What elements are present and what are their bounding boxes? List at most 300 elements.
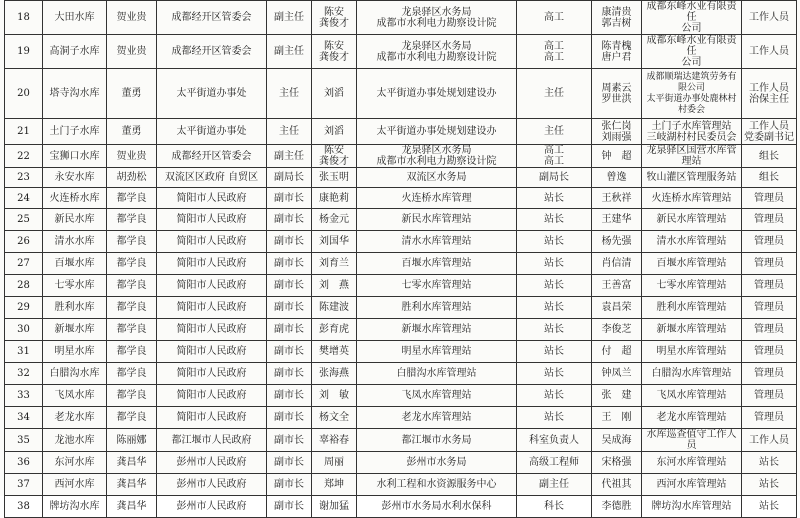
- government-cell: 简阳市人民政府: [157, 209, 267, 231]
- patrol-unit-line: 限公司: [677, 82, 705, 93]
- tech-person-cell: [312, 1, 357, 35]
- tech-dept-line: 胜利水库管理站: [401, 302, 472, 313]
- patrol-unit-cell: [642, 452, 742, 474]
- tech-dept-line: 水利工程和水资源服务中心: [376, 479, 497, 490]
- tech-dept-line: 太平街道办事处规划建设办: [376, 126, 497, 137]
- tech-person-line: 陈安: [324, 6, 344, 18]
- tech-title-line: 站长: [544, 236, 564, 247]
- patrol-person-cell: [592, 275, 642, 297]
- patrol-title-line: 管理员: [754, 258, 784, 269]
- tech-person-line: 刘滔: [324, 88, 344, 99]
- patrol-unit-line: 新民水库管理站: [656, 214, 727, 225]
- admin-head-cell: 龚昌华: [107, 452, 157, 474]
- reservoir-name-cell: 牌坊沟水库: [43, 496, 107, 518]
- tech-dept-line: 火连桥水库管理: [401, 192, 472, 204]
- tech-title-line: 高工: [544, 156, 564, 167]
- patrol-unit-line: 老龙水库管理站: [656, 412, 727, 423]
- patrol-unit-line: 牌坊沟水库管理站: [651, 501, 732, 512]
- admin-head-cell: 都学良: [107, 385, 157, 407]
- patrol-unit-cell: [642, 496, 742, 518]
- patrol-title-line: 管理员: [754, 214, 784, 225]
- tech-title-line: 科室负责人: [529, 434, 579, 446]
- gov-title-cell: 副市长: [267, 188, 312, 209]
- admin-head-cell: 龚昌华: [107, 496, 157, 518]
- tech-title-line: 高工: [544, 12, 564, 23]
- reservoir-responsibility-table: [4, 0, 797, 518]
- government-cell: 彭州市人民政府: [157, 496, 267, 518]
- reservoir-name-cell: 宝狮口水库: [43, 145, 107, 168]
- tech-person-line: 辜裕春: [319, 434, 349, 446]
- table-row: [5, 363, 797, 385]
- gov-title-cell: 副市长: [267, 297, 312, 319]
- patrol-unit-cell: [642, 297, 742, 319]
- tech-dept-cell: [357, 275, 517, 297]
- patrol-person-line: 李俊芝: [601, 324, 632, 335]
- admin-head-cell: 董勇: [107, 119, 157, 145]
- table-row: [5, 341, 797, 363]
- tech-title-line: 高级工程师: [529, 457, 579, 468]
- patrol-unit-line: 牧山灌区管理服务站: [646, 172, 737, 183]
- gov-title-cell: 副局长: [267, 168, 312, 188]
- reservoir-name-cell: 飞凤水库: [43, 385, 107, 407]
- tech-dept-line: 百堰水库管理站: [401, 258, 472, 269]
- government-cell: 简阳市人民政府: [157, 407, 267, 429]
- tech-title-cell: [517, 188, 592, 209]
- patrol-title-line: 管理员: [754, 302, 784, 313]
- tech-title-line: 站长: [544, 368, 564, 379]
- patrol-person-cell: [592, 319, 642, 341]
- patrol-unit-line: 西河水库管理站: [656, 479, 727, 490]
- tech-person-cell: [312, 35, 357, 69]
- patrol-title-cell: [742, 319, 797, 341]
- tech-dept-line: 都江堰市水务局: [401, 434, 472, 446]
- table-row: [5, 474, 797, 496]
- tech-person-line: 彭育虎: [319, 324, 349, 335]
- tech-dept-line: 新民水库管理站: [401, 214, 472, 225]
- tech-title-line: 站长: [544, 192, 564, 204]
- admin-head-cell: 胡劲松: [107, 168, 157, 188]
- gov-title-cell: 副市长: [267, 275, 312, 297]
- patrol-title-line: 工作人员: [749, 434, 789, 446]
- patrol-person-cell: [592, 407, 642, 429]
- reservoir-name-cell: 胜利水库: [43, 297, 107, 319]
- no-cell: 36: [5, 452, 43, 474]
- tech-title-line: 站长: [544, 302, 564, 313]
- reservoir-name-cell: 东河水库: [43, 452, 107, 474]
- patrol-person-cell: [592, 297, 642, 319]
- patrol-unit-cell: [642, 1, 742, 35]
- patrol-title-line: 工作人员: [749, 46, 789, 57]
- tech-dept-cell: [357, 407, 517, 429]
- tech-person-line: 刘 敏: [319, 390, 349, 401]
- admin-head-cell: 都学良: [107, 253, 157, 275]
- tech-person-line: 陈安: [324, 40, 344, 52]
- table-row: [5, 253, 797, 275]
- gov-title-cell: 副市长: [267, 429, 312, 452]
- tech-dept-cell: [357, 231, 517, 253]
- tech-title-line: 主任: [544, 126, 564, 137]
- patrol-title-line: 管理员: [754, 390, 784, 401]
- reservoir-name-cell: 西河水库: [43, 474, 107, 496]
- patrol-unit-line: 飞凤水库管理站: [656, 390, 727, 401]
- reservoir-name-cell: 七零水库: [43, 275, 107, 297]
- patrol-title-cell: [742, 452, 797, 474]
- tech-dept-line: 成都市水利电力勘察设计院: [376, 17, 497, 29]
- patrol-person-line: 吴成海: [601, 434, 632, 446]
- tech-dept-line: 老龙水库管理站: [401, 412, 472, 423]
- tech-person-line: 刘 燕: [319, 280, 349, 291]
- patrol-title-line: 管理员: [754, 368, 784, 379]
- tech-dept-cell: [357, 496, 517, 518]
- patrol-title-line: 管理员: [754, 412, 784, 423]
- patrol-unit-cell: [642, 341, 742, 363]
- tech-person-cell: [312, 297, 357, 319]
- table-row: [5, 35, 797, 69]
- table-row: [5, 119, 797, 145]
- tech-title-cell: [517, 275, 592, 297]
- patrol-title-cell: [742, 474, 797, 496]
- tech-dept-cell: [357, 341, 517, 363]
- patrol-person-cell: [592, 496, 642, 518]
- patrol-person-line: 郭吉树: [601, 17, 632, 29]
- patrol-person-cell: [592, 145, 642, 168]
- no-cell: 33: [5, 385, 43, 407]
- tech-dept-cell: [357, 253, 517, 275]
- tech-dept-line: 清水水库管理站: [401, 236, 472, 247]
- government-cell: 简阳市人民政府: [157, 319, 267, 341]
- patrol-unit-line: 白腊沟水库管理站: [651, 368, 732, 379]
- tech-person-line: 刘滔: [324, 126, 344, 137]
- admin-head-cell: 陈丽娜: [107, 429, 157, 452]
- tech-person-cell: [312, 275, 357, 297]
- tech-dept-line: 明星水库管理站: [401, 346, 472, 357]
- patrol-person-line: 刘雨强: [601, 131, 632, 143]
- tech-title-cell: [517, 1, 592, 35]
- tech-person-line: 刘国华: [319, 236, 349, 247]
- tech-dept-line: 白腊沟水库管理站: [396, 368, 477, 379]
- gov-title-cell: 副主任: [267, 1, 312, 35]
- no-cell: 35: [5, 429, 43, 452]
- table-row: [5, 319, 797, 341]
- tech-title-line: 科长: [544, 501, 564, 512]
- reservoir-name-cell: 大田水库: [43, 1, 107, 35]
- patrol-unit-line: 龙泉驿区国营水库管理站: [646, 145, 737, 167]
- patrol-unit-cell: [642, 407, 742, 429]
- gov-title-cell: 副市长: [267, 496, 312, 518]
- patrol-title-line: 管理员: [754, 346, 784, 357]
- patrol-unit-line: 胜利水库管理站: [656, 302, 727, 313]
- patrol-person-line: 李德胜: [601, 501, 632, 512]
- patrol-person-line: 代祖其: [601, 479, 632, 490]
- patrol-person-cell: [592, 168, 642, 188]
- tech-dept-line: 龙泉驿区水务局: [401, 6, 472, 18]
- patrol-unit-line: 新堰水库管理站: [656, 324, 727, 335]
- admin-head-cell: 贺业贵: [107, 145, 157, 168]
- tech-title-line: 高工: [544, 51, 564, 63]
- patrol-unit-cell: [642, 145, 742, 168]
- patrol-person-cell: [592, 363, 642, 385]
- no-cell: 34: [5, 407, 43, 429]
- patrol-title-cell: [742, 231, 797, 253]
- tech-person-line: 樊增英: [319, 346, 349, 357]
- no-cell: 22: [5, 145, 43, 168]
- government-cell: 太平街道办事处: [157, 69, 267, 119]
- tech-title-cell: [517, 407, 592, 429]
- gov-title-cell: 副市长: [267, 385, 312, 407]
- tech-dept-line: 七零水库管理站: [401, 280, 472, 291]
- gov-title-cell: 副主任: [267, 35, 312, 69]
- no-cell: 38: [5, 496, 43, 518]
- patrol-unit-cell: [642, 119, 742, 145]
- patrol-person-cell: [592, 69, 642, 119]
- no-cell: 28: [5, 275, 43, 297]
- table-row: [5, 1, 797, 35]
- tech-person-cell: [312, 429, 357, 452]
- tech-dept-cell: [357, 209, 517, 231]
- gov-title-cell: 副市长: [267, 209, 312, 231]
- tech-person-cell: [312, 474, 357, 496]
- tech-title-line: 高工: [544, 145, 564, 156]
- tech-dept-line: 双流区水务局: [406, 172, 467, 183]
- admin-head-cell: 都学良: [107, 209, 157, 231]
- tech-title-line: 站长: [544, 214, 564, 225]
- patrol-unit-line: 明星水库管理站: [656, 346, 727, 357]
- government-cell: 简阳市人民政府: [157, 363, 267, 385]
- patrol-person-line: 肖信清: [601, 258, 632, 269]
- government-cell: 双流区区政府 自贸区: [157, 168, 267, 188]
- tech-person-cell: [312, 407, 357, 429]
- patrol-person-line: 宋格强: [601, 457, 632, 468]
- table-row: [5, 209, 797, 231]
- patrol-person-cell: [592, 253, 642, 275]
- no-cell: 37: [5, 474, 43, 496]
- tech-person-cell: [312, 319, 357, 341]
- patrol-title-cell: [742, 407, 797, 429]
- admin-head-cell: 都学良: [107, 363, 157, 385]
- gov-title-cell: 副市长: [267, 474, 312, 496]
- patrol-title-cell: [742, 275, 797, 297]
- patrol-title-cell: [742, 119, 797, 145]
- patrol-unit-line: 村委会: [677, 104, 705, 115]
- patrol-person-line: 王 刚: [601, 412, 632, 423]
- tech-dept-cell: [357, 145, 517, 168]
- reservoir-name-cell: 火连桥水库: [43, 188, 107, 209]
- table-row: [5, 168, 797, 188]
- tech-person-cell: [312, 231, 357, 253]
- patrol-person-cell: [592, 35, 642, 69]
- tech-person-cell: [312, 119, 357, 145]
- patrol-person-line: 付 超: [601, 346, 632, 357]
- patrol-title-line: 管理员: [754, 236, 784, 247]
- tech-title-cell: [517, 341, 592, 363]
- tech-dept-cell: [357, 452, 517, 474]
- tech-title-cell: [517, 452, 592, 474]
- tech-dept-cell: [357, 1, 517, 35]
- no-cell: 18: [5, 1, 43, 35]
- reservoir-name-cell: 百堰水库: [43, 253, 107, 275]
- patrol-unit-cell: [642, 168, 742, 188]
- patrol-unit-cell: [642, 35, 742, 69]
- no-cell: 25: [5, 209, 43, 231]
- government-cell: 简阳市人民政府: [157, 188, 267, 209]
- tech-person-cell: [312, 188, 357, 209]
- tech-person-line: 龚俊才: [319, 51, 349, 63]
- table-body: [5, 1, 797, 518]
- tech-title-cell: [517, 385, 592, 407]
- patrol-person-line: 罗世洪: [601, 93, 632, 105]
- tech-person-line: 龚俊才: [319, 156, 349, 167]
- government-cell: 成都经开区管委会: [157, 1, 267, 35]
- patrol-person-line: 康清贵: [601, 6, 632, 18]
- patrol-unit-line: 三岐湖村村民委员会: [646, 131, 737, 143]
- tech-person-line: 张海燕: [319, 368, 349, 379]
- tech-dept-cell: [357, 297, 517, 319]
- government-cell: 成都经开区管委会: [157, 35, 267, 69]
- tech-title-line: 站长: [544, 412, 564, 423]
- tech-person-line: 刘育兰: [319, 258, 349, 269]
- patrol-person-line: 钟凤兰: [601, 368, 632, 379]
- admin-head-cell: 贺业贵: [107, 35, 157, 69]
- patrol-title-line: 组长: [759, 150, 779, 162]
- patrol-title-cell: [742, 209, 797, 231]
- patrol-title-line: 站长: [759, 501, 779, 512]
- patrol-person-line: 周素云: [601, 82, 632, 94]
- tech-person-cell: [312, 209, 357, 231]
- tech-title-line: 副主任: [539, 479, 569, 490]
- patrol-person-line: 陈青槐: [601, 40, 632, 52]
- tech-person-cell: [312, 168, 357, 188]
- tech-dept-line: 新堰水库管理站: [401, 324, 472, 335]
- patrol-title-cell: [742, 496, 797, 518]
- government-cell: 简阳市人民政府: [157, 253, 267, 275]
- gov-title-cell: 副市长: [267, 231, 312, 253]
- patrol-title-cell: [742, 168, 797, 188]
- no-cell: 29: [5, 297, 43, 319]
- government-cell: 简阳市人民政府: [157, 297, 267, 319]
- patrol-title-line: 党委副书记: [744, 131, 794, 143]
- government-cell: 都江堰市人民政府: [157, 429, 267, 452]
- patrol-title-line: 管理员: [754, 192, 784, 204]
- tech-dept-line: 龙泉驿区水务局: [401, 40, 472, 52]
- patrol-title-cell: [742, 188, 797, 209]
- tech-title-cell: [517, 429, 592, 452]
- tech-title-cell: [517, 231, 592, 253]
- admin-head-cell: 贺业贵: [107, 1, 157, 35]
- patrol-person-cell: [592, 119, 642, 145]
- tech-title-cell: [517, 253, 592, 275]
- patrol-unit-line: 公司: [681, 57, 702, 68]
- patrol-title-cell: [742, 253, 797, 275]
- admin-head-cell: 都学良: [107, 188, 157, 209]
- patrol-person-line: 杨先强: [601, 236, 632, 247]
- tech-dept-cell: [357, 168, 517, 188]
- patrol-unit-cell: [642, 275, 742, 297]
- tech-title-cell: [517, 363, 592, 385]
- reservoir-name-cell: 清水水库: [43, 231, 107, 253]
- patrol-title-cell: [742, 297, 797, 319]
- patrol-unit-line: 七零水库管理站: [656, 280, 727, 291]
- tech-person-line: 张玉明: [319, 172, 349, 183]
- patrol-person-cell: [592, 209, 642, 231]
- no-cell: 24: [5, 188, 43, 209]
- tech-person-cell: [312, 341, 357, 363]
- tech-dept-cell: [357, 385, 517, 407]
- reservoir-name-cell: 土门子水库: [43, 119, 107, 145]
- tech-title-line: 主任: [544, 88, 564, 99]
- gov-title-cell: 副市长: [267, 363, 312, 385]
- patrol-person-line: 张仁岗: [601, 120, 632, 132]
- patrol-person-cell: [592, 474, 642, 496]
- tech-dept-cell: [357, 429, 517, 452]
- gov-title-cell: 副市长: [267, 319, 312, 341]
- patrol-title-line: 治保主任: [749, 93, 789, 105]
- tech-title-cell: [517, 69, 592, 119]
- table-row: [5, 385, 797, 407]
- tech-title-cell: [517, 319, 592, 341]
- tech-person-line: 郑坤: [324, 479, 344, 490]
- tech-title-cell: [517, 35, 592, 69]
- table-row: [5, 145, 797, 168]
- government-cell: 成都经开区管委会: [157, 145, 267, 168]
- tech-title-cell: [517, 119, 592, 145]
- patrol-unit-cell: [642, 385, 742, 407]
- patrol-person-line: 唐户君: [601, 51, 632, 63]
- tech-title-line: 站长: [544, 390, 564, 401]
- tech-title-cell: [517, 145, 592, 168]
- patrol-person-line: 曾逸: [606, 172, 627, 183]
- tech-dept-cell: [357, 69, 517, 119]
- reservoir-name-cell: 永安水库: [43, 168, 107, 188]
- tech-title-line: 站长: [544, 280, 564, 291]
- admin-head-cell: 都学良: [107, 231, 157, 253]
- tech-dept-line: 龙泉驿区水务局: [401, 145, 472, 156]
- patrol-title-line: 站长: [759, 457, 779, 468]
- admin-head-cell: 都学良: [107, 319, 157, 341]
- patrol-person-cell: [592, 1, 642, 35]
- tech-person-cell: [312, 385, 357, 407]
- tech-person-line: 杨金元: [319, 214, 349, 225]
- tech-person-cell: [312, 145, 357, 168]
- government-cell: 简阳市人民政府: [157, 341, 267, 363]
- patrol-person-line: 张 建: [601, 390, 632, 401]
- patrol-unit-cell: [642, 209, 742, 231]
- tech-dept-line: 飞凤水库管理站: [401, 390, 472, 401]
- patrol-unit-line: 火连桥水库管理站: [651, 192, 732, 204]
- patrol-title-cell: [742, 385, 797, 407]
- tech-person-cell: [312, 363, 357, 385]
- no-cell: 21: [5, 119, 43, 145]
- patrol-title-cell: [742, 1, 797, 35]
- tech-dept-line: 彭州市水务局: [406, 457, 467, 468]
- table-row: [5, 188, 797, 209]
- tech-title-line: 副局长: [539, 172, 569, 183]
- patrol-person-line: 王善富: [601, 280, 632, 291]
- tech-dept-cell: [357, 35, 517, 69]
- gov-title-cell: 副市长: [267, 407, 312, 429]
- table-row: [5, 407, 797, 429]
- patrol-unit-line: 清水水库管理站: [656, 236, 727, 247]
- gov-title-cell: 副市长: [267, 341, 312, 363]
- patrol-person-cell: [592, 452, 642, 474]
- tech-title-cell: [517, 496, 592, 518]
- tech-person-cell: [312, 452, 357, 474]
- tech-person-cell: [312, 496, 357, 518]
- admin-head-cell: 董勇: [107, 69, 157, 119]
- patrol-title-line: 工作人员: [749, 12, 789, 23]
- tech-person-line: 杨文全: [319, 412, 349, 423]
- tech-title-cell: [517, 474, 592, 496]
- patrol-unit-line: 百堰水库管理站: [656, 258, 727, 269]
